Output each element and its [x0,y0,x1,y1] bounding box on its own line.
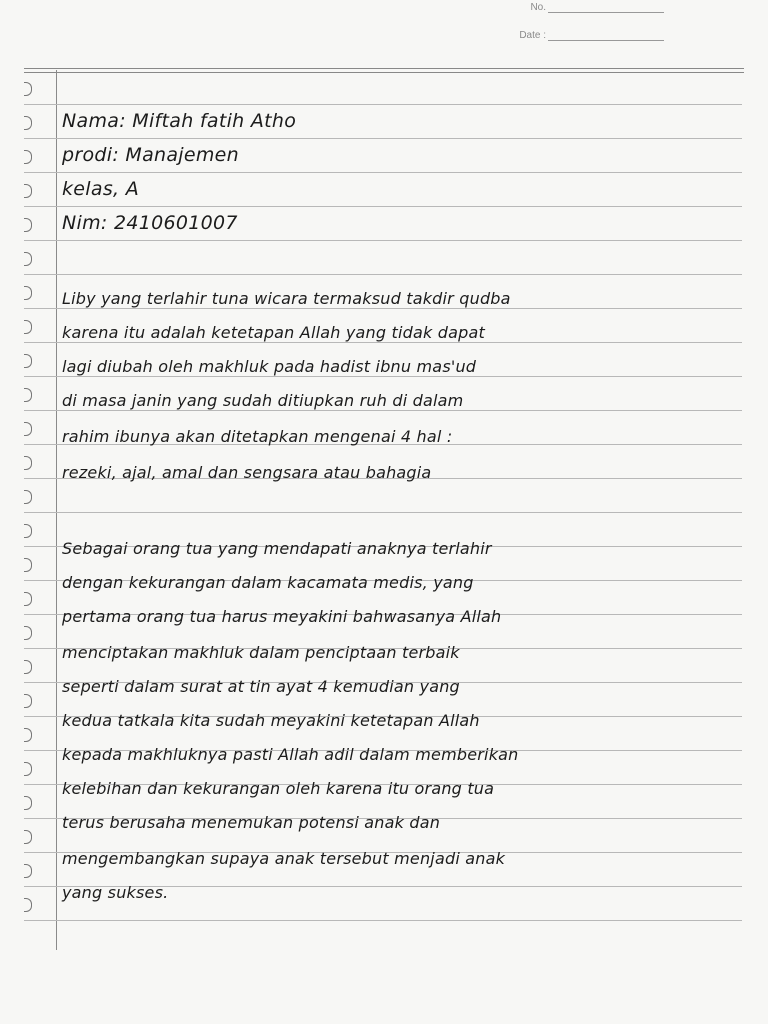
binding-ring [24,286,32,300]
binding-ring [24,388,32,402]
binding-ring [24,524,32,538]
number-line [548,12,664,13]
binding-ring [24,422,32,436]
binding-ring [24,864,32,878]
paragraph-1-line: lagi diubah oleh makhluk pada hadist ibnu mas'ud [62,357,477,376]
kelas-line: kelas, A [62,178,139,200]
binding-ring [24,626,32,640]
binding-ring [24,898,32,912]
paragraph-2-line: kepada makhluknya pasti Allah adil dalam memberikan [62,745,519,764]
paragraph-2-line: dengan kekurangan dalam kacamata medis, yang [62,573,474,592]
ruled-line [24,512,742,513]
binding-ring [24,218,32,232]
binding-ring [24,762,32,776]
date-line [548,40,664,41]
paragraph-2-line: Sebagai orang tua yang mendapati anaknya terlahir [62,539,492,558]
number-field [530,2,664,13]
top-rule-double [24,72,744,73]
binding-ring [24,320,32,334]
ruled-line [24,274,742,275]
binding-ring [24,830,32,844]
paragraph-1-line: rezeki, ajal, amal dan sengsara atau bahagia [62,463,432,482]
paragraph-2-line: pertama orang tua harus meyakini bahwasanya Allah [62,607,502,626]
binding-ring [24,558,32,572]
binding-ring [24,116,32,130]
paragraph-1-line: Liby yang terlahir tuna wicara termaksud takdir qudba [62,289,511,308]
binding-ring [24,660,32,674]
name-line: Nama: Miftah fatih Atho [62,110,297,132]
paragraph-2-line: seperti dalam surat at tin ayat 4 kemudian yang [62,677,460,696]
paragraph-2-line: kelebihan dan kekurangan oleh karena itu orang tua [62,779,495,798]
binding-ring [24,184,32,198]
paragraph-2-line: mengembangkan supaya anak tersebut menjadi anak [62,849,506,868]
paragraph-2-line: yang sukses. [62,883,169,902]
binding-ring [24,728,32,742]
paragraph-2-line: kedua tatkala kita sudah meyakini ketetapan Allah [62,711,480,730]
date-field [519,30,664,41]
nim-line: Nim: 2410601007 [62,212,238,234]
paragraph-1-line: karena itu adalah ketetapan Allah yang tidak dapat [62,323,485,342]
paragraph-2-line: menciptakan makhluk dalam penciptaan terbaik [62,643,460,662]
prodi-line: prodi: Manajemen [62,144,240,166]
paragraph-1-line: rahim ibunya akan ditetapkan mengenai 4 hal : [62,427,453,446]
binding-ring [24,694,32,708]
date-label: Date : [519,30,546,41]
binding-ring [24,252,32,266]
number-label: No. [530,2,546,13]
paragraph-1-line: di masa janin yang sudah ditiupkan ruh di dalam [62,391,464,410]
binding-ring [24,82,32,96]
binding-ring [24,592,32,606]
binding-ring [24,354,32,368]
top-rule [24,68,744,69]
ruled-line [24,920,742,921]
binding-ring [24,490,32,504]
ruled-line [24,240,742,241]
paragraph-2-line: terus berusaha menemukan potensi anak dan [62,813,441,832]
binding-ring [24,456,32,470]
binding-ring [24,796,32,810]
binding-ring [24,150,32,164]
